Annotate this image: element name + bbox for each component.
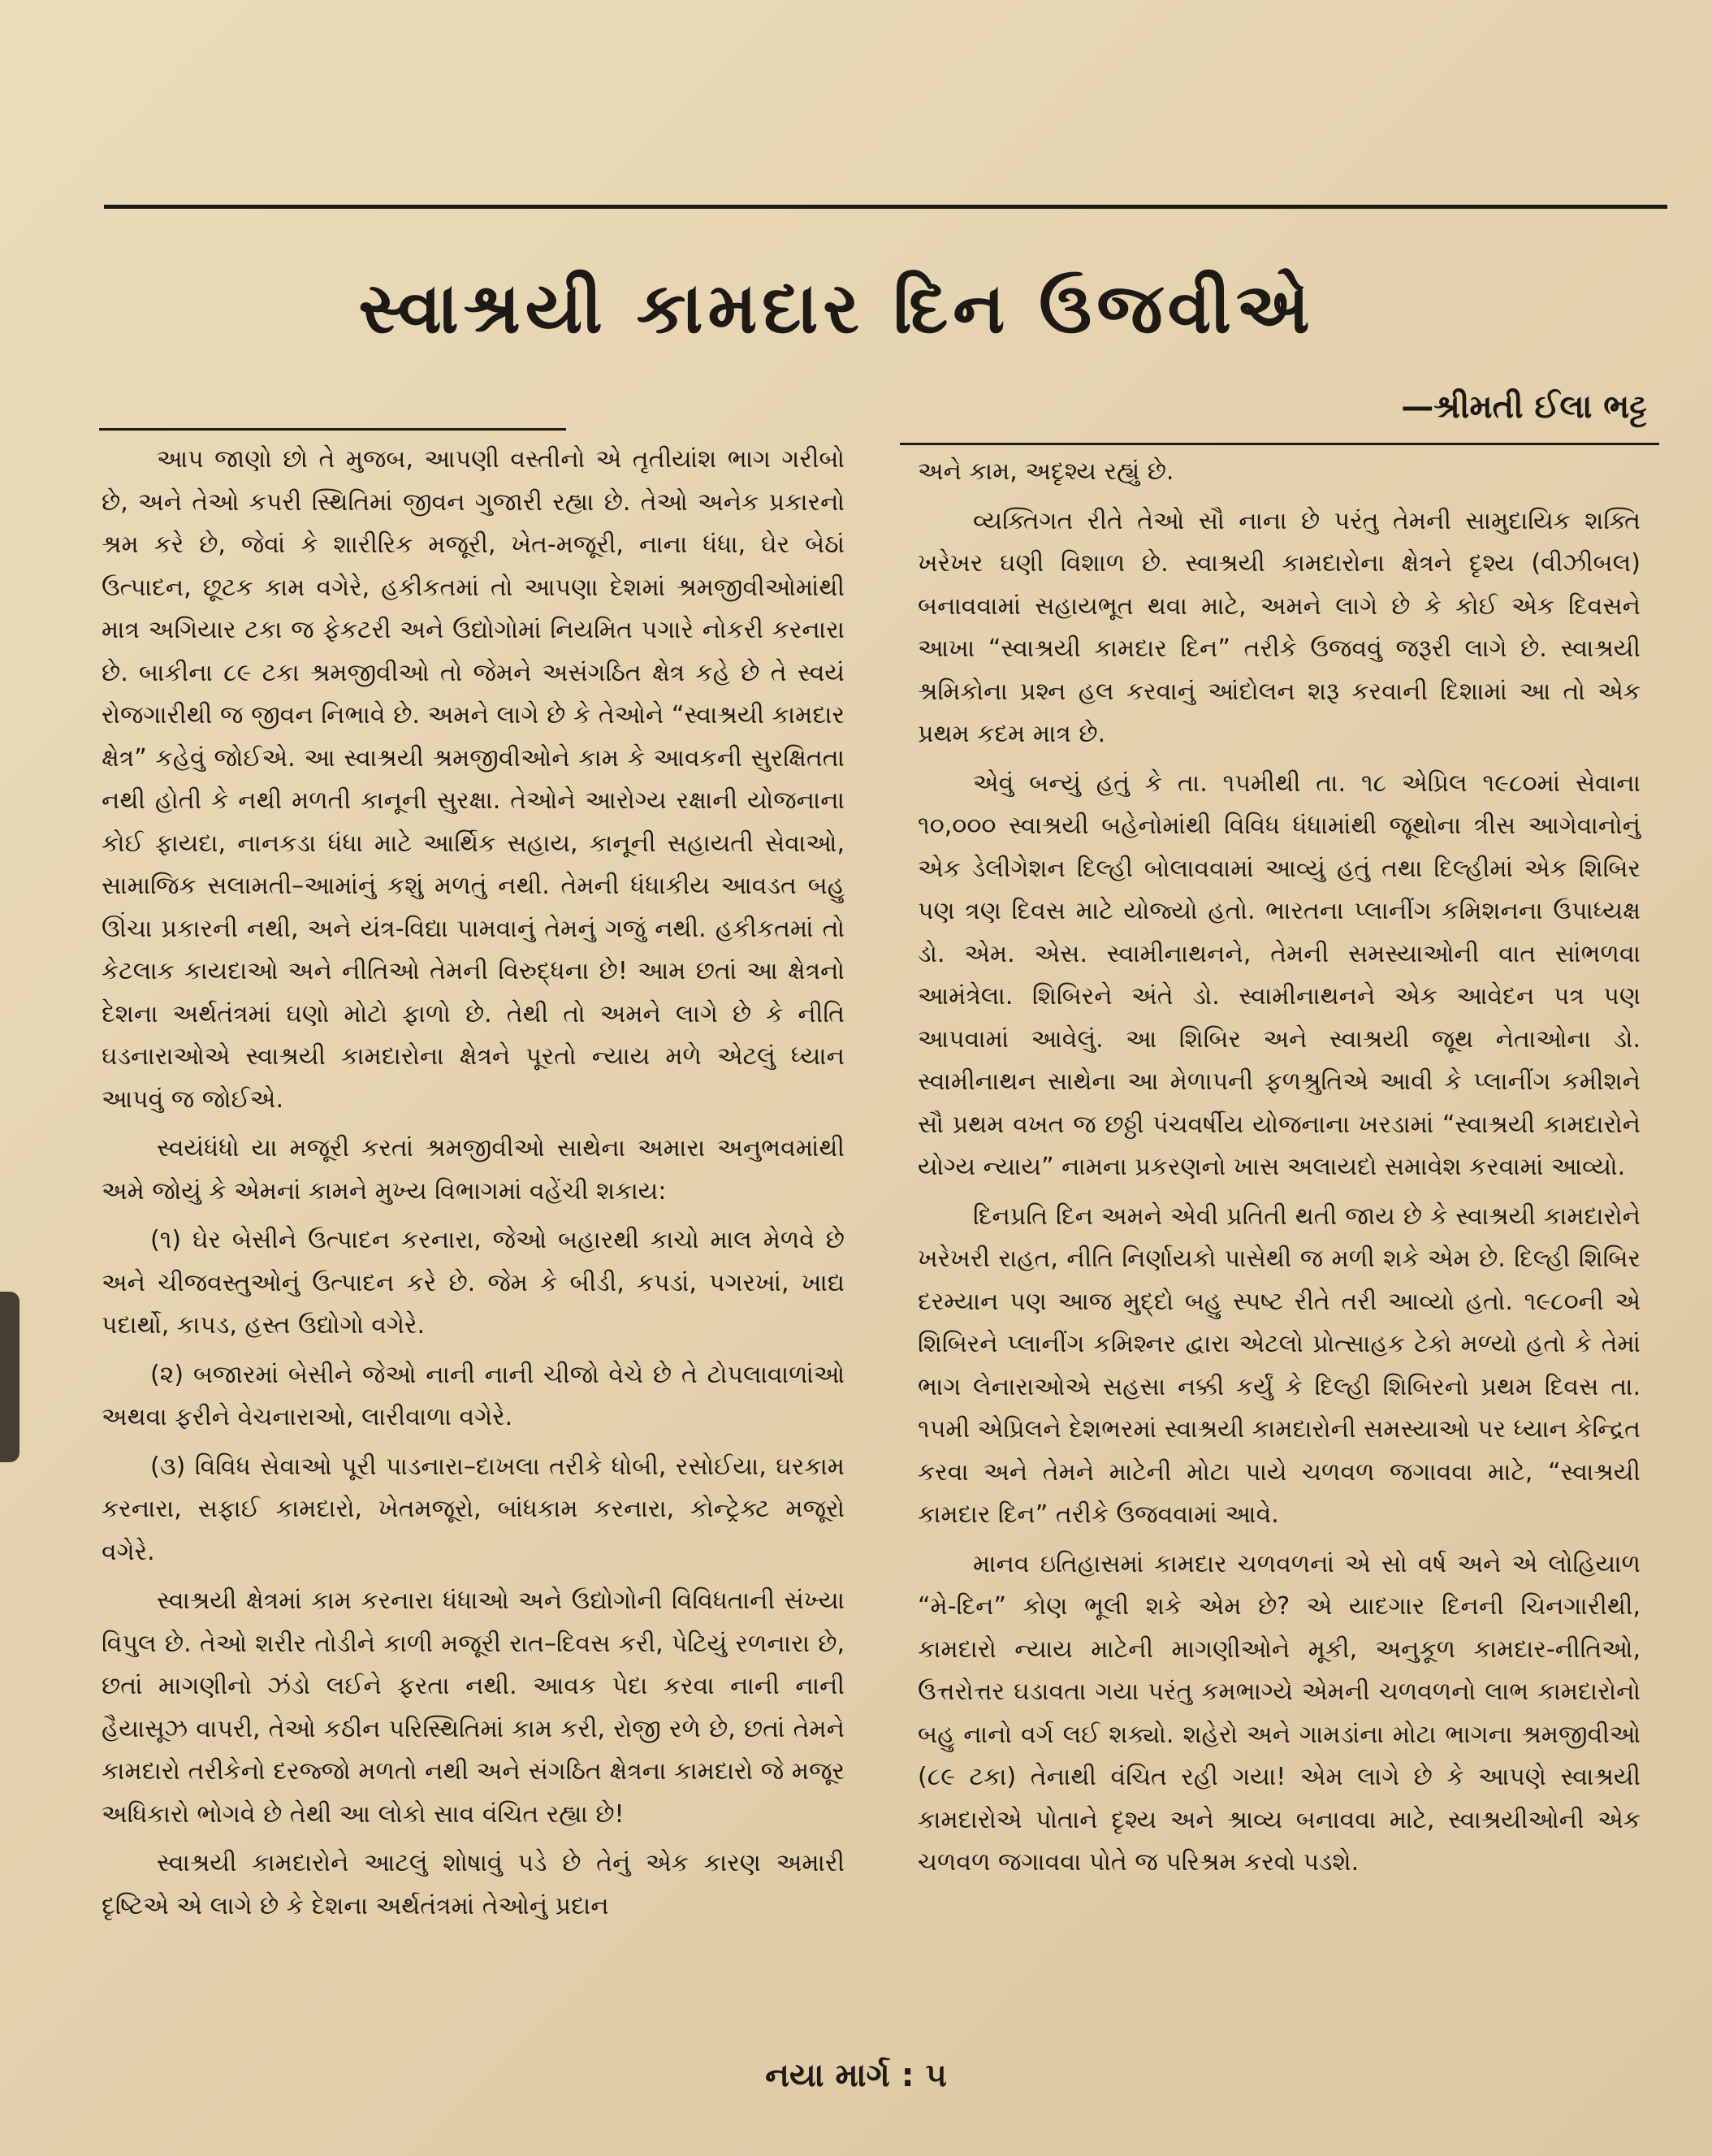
byline-rule-right — [900, 443, 1659, 445]
paragraph: માનવ ઇતિહાસમાં કામદાર ચળવળનાં એ સો વર્ષ અને એ લોહિયાળ “મે-દિન” કોણ ભૂલી શકે એમ છે? એ યાદગાર દિનની ચિનગારીથી, કામદારો ન્યાય માટેની માગણીઓને મૂકી, અનુકૂળ કામદાર-નીતિઓ, ઉત્તરોત્તર ઘડાવતા ગયા પરંતુ કમભાગ્યે એમની ચળવળનો લાભ કામદારોનો બહુ નાનો વર્ગ લઈ શક્યો. શહેરો અને ગામડાંના મોટા ભાગના શ્રમજીવીઓ (૮૯ ટકા) તેનાથી વંચિત રહી ગયા! એમ લાગે છે કે આપણે સ્વાશ્રયી કામદારોએ પોતાને દૃશ્ય અને શ્રાવ્ય બનાવવા માટે, સ્વાશ્રયીઓની એક ચળવળ જગાવવા પોતે જ પરિશ્રમ કરવો પડશે. — [918, 1549, 1641, 1877]
article-byline: —શ્રીમતી ઈલા ભટ્ટ — [1401, 388, 1647, 426]
paragraph: સ્વયંધંધો યા મજૂરી કરતાં શ્રમજીવીઓ સાથેના અમારા અનુભવમાંથી અમે જોયું કે એમનાં કામને મુખ્ય વિભાગમાં વહેંચી શકાય: — [102, 1134, 845, 1206]
paragraph: વ્યક્તિગત રીતે તેઓ સૌ નાના છે પરંતુ તેમની સામુદાયિક શક્તિ ખરેખર ઘણી વિશાળ છે. સ્વાશ્રયી કામદારોના ક્ષેત્રને દૃશ્ય (વીઝીબલ) બનાવવામાં સહાયભૂત થવા માટે, અમને લાગે છે કે કોઈ એક દિવસને આખા “સ્વાશ્રયી કામદાર દિન” તરીકે ઉજવવું જરૂરી લાગે છે. સ્વાશ્રયી શ્રમિકોના પ્રશ્ન હલ કરવાનું આંદોલન શરૂ કરવાની દિશામાં આ તો એક પ્રથમ કદમ માત્ર છે. — [918, 506, 1641, 748]
left-column — [102, 439, 845, 1934]
article-title: સ્વાશ્રયી કામદાર દિન ઉજવીએ — [358, 268, 1315, 349]
paragraph: દિનપ્રતિ દિન અમને એવી પ્રતિતી થતી જાય છે કે સ્વાશ્રયી કામદારોને ખરેખરી રાહત, નીતિ નિર્ણાયકો પાસેથી જ મળી શકે એમ છે. દિલ્હી શિબિર દરમ્યાન પણ આજ મુદ્દો બહુ સ્પષ્ટ રીતે તરી આવ્યો હતો. ૧૯૮૦ની એ શિબિરને પ્લાનીંગ કમિશ્નર દ્વારા એટલો પ્રોત્સાહક ટેકો મળ્યો હતો કે તેમાં ભાગ લેનારાઓએ સહસા નક્કી કર્યું કે દિલ્હી શિબિરનો પ્રથમ દિવસ તા. ૧૫મી એપ્રિલને દેશભરમાં સ્વાશ્રયી કામદારોની સમસ્યાઓ પર ધ્યાન કેન્દ્રિત કરવા અને તેમને માટેની મોટા પાયે ચળવળ જગાવવા માટે, “સ્વાશ્રયી કામદાર દિન” તરીકે ઉજવવામાં આવે. — [918, 1201, 1641, 1529]
page-folio: નયા માર્ગ : ૫ — [765, 2057, 947, 2094]
paragraph: સ્વાશ્રયી ક્ષેત્રમાં કામ કરનારા ધંધાઓ અને ઉદ્યોગોની વિવિધતાની સંખ્યા વિપુલ છે. તેઓ શરીર તોડીને કાળી મજૂરી રાત–દિવસ કરી, પેટિયું રળનારા છે, છતાં માગણીનો ઝંડો લઈને ફરતા નથી. આવક પેદા કરવા નાની નાની હૈયાસૂઝ વાપરી, તેઓ કઠીન પરિસ્થિતિમાં કામ કરી, રોજી રળે છે, છતાં તેમને કામદારો તરીકેનો દરજ્જો મળતો નથી અને સંગઠિત ક્ષેત્રના કામદારો જે મજૂર અધિકારો ભોગવે છે તેથી આ લોકો સાવ વંચિત રહ્યા છે! — [102, 1587, 845, 1829]
byline-rule-left — [99, 428, 566, 431]
paragraph: સ્વાશ્રયી કામદારોને આટલું શોષાવું પડે છે તેનું એક કારણ અમારી દૃષ્ટિએ એ લાગે છે કે દેશના અર્થતંત્રમાં તેઓનું પ્રદાન — [102, 1849, 845, 1920]
list-item: (૩) વિવિધ સેવાઓ પૂરી પાડનારા–દાખલા તરીકે ધોબી, રસોઈયા, ઘરકામ કરનારા, સફાઈ કામદારો, ખેતમજૂરો, બાંધકામ કરનારા, કોન્ટ્રેક્ટ મજૂરો વગેરે. — [102, 1452, 845, 1566]
header-rule — [104, 205, 1667, 209]
paragraph: અને કામ, અદૃશ્ય રહ્યું છે. — [918, 457, 1174, 486]
list-item: (૧) ઘેર બેસીને ઉત્પાદન કરનારા, જેઓ બહારથી કાચો માલ મેળવે છે અને ચીજવસ્તુઓનું ઉત્પાદન કરે છે. જેમ કે બીડી, કપડાં, પગરખાં, ખાદ્ય પદાર્થો, કાપડ, હસ્ત ઉદ્યોગો વગેરે. — [102, 1226, 845, 1340]
list-item: (૨) બજારમાં બેસીને જેઓ નાની નાની ચીજો વેચે છે તે ટોપલાવાળાંઓ અથવા ફરીને વેચનારાઓ, લારીવાળા વગેરે. — [102, 1360, 845, 1431]
paragraph: એવું બન્યું હતું કે તા. ૧૫મીથી તા. ૧૮ એપ્રિલ ૧૯૮૦માં સેવાના ૧૦,૦૦૦ સ્વાશ્રયી બહેનોમાંથી વિવિધ ધંધામાંથી જૂથોના ત્રીસ આગેવાનોનું એક ડેલીગેશન દિલ્હી બોલાવવામાં આવ્યું હતું તથા દિલ્હીમાં એક શિબિર પણ ત્રણ દિવસ માટે યોજ્યો હતો. ભારતના પ્લાનીંગ કમિશનના ઉપાધ્યક્ષ ડો. એમ. એસ. સ્વામીનાથનને, તેમની સમસ્યાઓની વાત સાંભળવા આમંત્રેલા. શિબિરને અંતે ડો. સ્વામીનાથનને એક આવેદન પત્ર પણ આપવામાં આવેલું. આ શિબિર અને સ્વાશ્રયી જૂથ નેતાઓના ડો. સ્વામીનાથન સાથેના આ મેળાપની ફળશ્રુતિએ આવી કે પ્લાનીંગ કમીશને સૌ પ્રથમ વખત જ છઠ્ઠી પંચવર્ષીય યોજનાના ખરડામાં “સ્વાશ્રયી કામદારોને યોગ્ય ન્યાય” નામના પ્રકરણનો ખાસ અલાયદો સમાવેશ કરવામાં આવ્યો. — [918, 768, 1641, 1181]
paragraph: આપ જાણો છો તે મુજબ, આપણી વસ્તીનો એ તૃતીયાંશ ભાગ ગરીબો છે, અને તેઓ કપરી સ્થિતિમાં જીવન ગુજારી રહ્યા છે. તેઓ અનેક પ્રકારનો શ્રમ કરે છે, જેવાં કે શારીરિક મજૂરી, ખેત-મજૂરી, નાના ધંધા, ઘેર બેઠાં ઉત્પાદન, છૂટક કામ વગેરે, હકીકતમાં તો આપણા દેશમાં શ્રમજીવીઓમાંથી માત્ર અગિયાર ટકા જ ફેકટરી અને ઉદ્યોગોમાં નિયમિત પગારે નોકરી કરનારા છે. બાકીના ૮૯ ટકા શ્રમજીવીઓ તો જેમને અસંગઠિત ક્ષેત્ર કહે છે તે સ્વયં રોજગારીથી જ જીવન નિભાવે છે. અમને લાગે છે કે તેઓને “સ્વાશ્રયી કામદાર ક્ષેત્ર” કહેવું જોઈએ. આ સ્વાશ્રયી શ્રમજીવીઓને કામ કે આવકની સુરક્ષિતતા નથી હોતી કે નથી મળતી કાનૂની સુરક્ષા. તેઓને આરોગ્ય રક્ષાની યોજનાના કોઈ ફાયદા, નાનકડા ધંધા માટે આર્થિક સહાય, કાનૂની સહાયતી સેવાઓ, સામાજિક સલામતી–આમાંનું કશું મળતું નથી. તેમની ધંધાકીય આવડત બહુ ઊંચા પ્રકારની નથી, અને યંત્ર-વિદ્યા પામવાનું તેમનું ગજું નથી. હકીકતમાં તો કેટલાક કાયદાઓ અને નીતિઓ તેમની વિરુદ્ધના છે! આમ છતાં આ ક્ષેત્રનો દેશના અર્થતંત્રમાં ઘણો મોટો ફાળો છે. તેથી તો અમને લાગે છે કે નીતિ ઘડનારાઓએ સ્વાશ્રયી કામદારોના ક્ષેત્રને પૂરતો ન્યાય મળે એટલું ધ્યાન આપવું જ જોઈએ. — [102, 445, 845, 1114]
page-damage-mark — [0, 1292, 19, 1462]
right-column — [918, 451, 1641, 1891]
